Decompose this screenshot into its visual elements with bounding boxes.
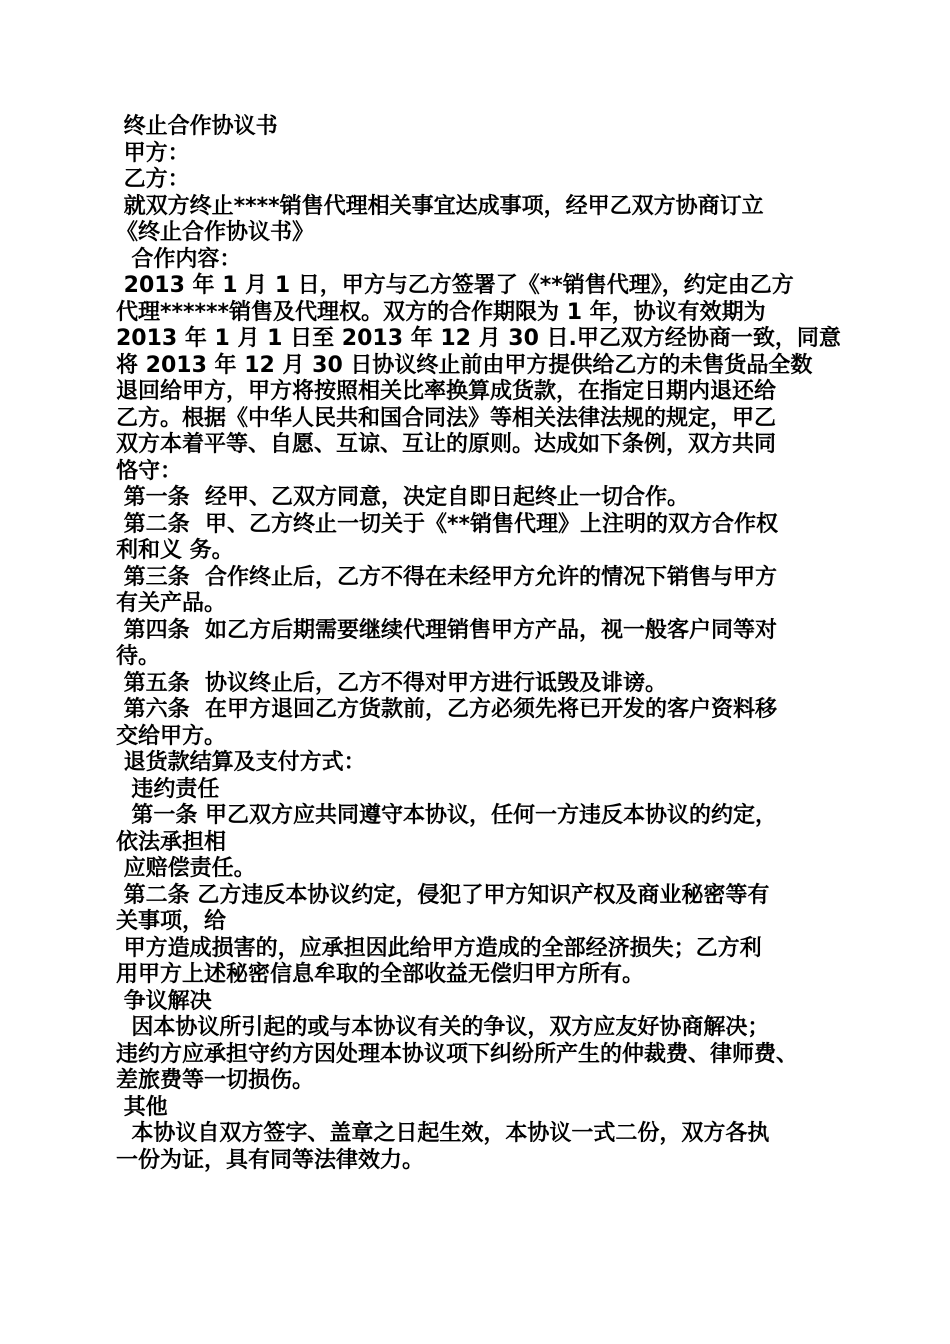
intro-line: 《终止合作协议书》	[116, 220, 315, 245]
document-title: 终止合作协议书	[116, 114, 278, 139]
section-heading-liability: 违约责任	[116, 776, 220, 802]
body-line: 2013 年 1 月 1 日至 2013 年 12 月 30 日.甲乙双方经协商一致，同意	[116, 326, 841, 351]
liability-line: 第一条 甲乙双方应共同遵守本协议，任何一方违反本协议的约定，	[116, 803, 777, 828]
document-body	[116, 114, 856, 1174]
liability-line: 关事项，给	[116, 909, 227, 934]
body-line: 乙方。根据《中华人民共和国合同法》等相关法律法规的规定，甲乙	[116, 405, 777, 431]
liability-line: 应赔偿责任。	[116, 856, 256, 881]
article-line: 第四条 如乙方后期需要继续代理销售甲方产品，视一般客户同等对	[116, 617, 777, 643]
liability-line: 用甲方上述秘密信息牟取的全部收益无偿归甲方所有。	[116, 962, 645, 987]
section-heading-refund: 退货款结算及支付方式：	[116, 750, 366, 775]
body-line: 代理******销售及代理权。双方的合作期限为 1 年，协议有效期为	[116, 299, 766, 325]
section-heading-dispute: 争议解决	[116, 988, 212, 1014]
article-line: 交给甲方。	[116, 723, 227, 749]
liability-line: 甲方造成损害的，应承担因此给甲方造成的全部经济损失；乙方利	[116, 935, 762, 961]
article-line: 第三条 合作终止后，乙方不得在未经甲方允许的情况下销售与甲方	[116, 564, 777, 590]
dispute-line: 因本协议所引起的或与本协议有关的争议，双方应友好协商解决；	[116, 1015, 770, 1040]
body-line: 恪守：	[116, 458, 183, 484]
section-heading-other: 其他	[116, 1094, 168, 1120]
other-line: 一份为证，具有同等法律效力。	[116, 1147, 425, 1173]
dispute-line: 违约方应承担守约方因处理本协议项下纠纷所产生的仲裁费、律师费、	[116, 1041, 799, 1067]
liability-line: 第二条 乙方违反本协议约定，侵犯了甲方知识产权及商业秘密等有	[116, 882, 770, 908]
body-line: 2013 年 1 月 1 日，甲方与乙方签署了《**销售代理》，约定由乙方	[116, 273, 794, 298]
article-line: 利和义 务。	[116, 538, 234, 563]
other-line: 本协议自双方签字、盖章之日起生效，本协议一式二份，双方各执	[116, 1121, 770, 1146]
intro-line: 就双方终止****销售代理相关事宜达成事项，经甲乙双方协商订立	[116, 193, 764, 219]
body-line: 退回给甲方，甲方将按照相关比率换算成货款，在指定日期内退还给	[116, 379, 777, 404]
liability-line: 依法承担相	[116, 829, 227, 855]
article-line: 第五条 协议终止后，乙方不得对甲方进行诋毁及诽谤。	[116, 670, 667, 696]
dispute-line: 差旅费等一切损伤。	[116, 1068, 315, 1093]
party-a-label: 甲方：	[116, 140, 190, 166]
section-heading-cooperation: 合作内容：	[116, 246, 242, 272]
body-line: 双方本着平等、自愿、互谅、互让的原则。达成如下条例，双方共同	[116, 432, 777, 457]
article-line: 有关产品。	[116, 591, 227, 616]
article-line: 第一条 经甲、乙双方同意，决定自即日起终止一切合作。	[116, 485, 689, 510]
body-line: 将 2013 年 12 月 30 日协议终止前由甲方提供给乙方的未售货品全数	[116, 352, 813, 378]
party-b-label: 乙方：	[116, 167, 190, 192]
article-line: 待。	[116, 644, 161, 669]
article-line: 第二条 甲、乙方终止一切关于《**销售代理》上注明的双方合作权	[116, 511, 778, 537]
article-line: 第六条 在甲方退回乙方货款前，乙方必须先将已开发的客户资料移	[116, 697, 777, 722]
